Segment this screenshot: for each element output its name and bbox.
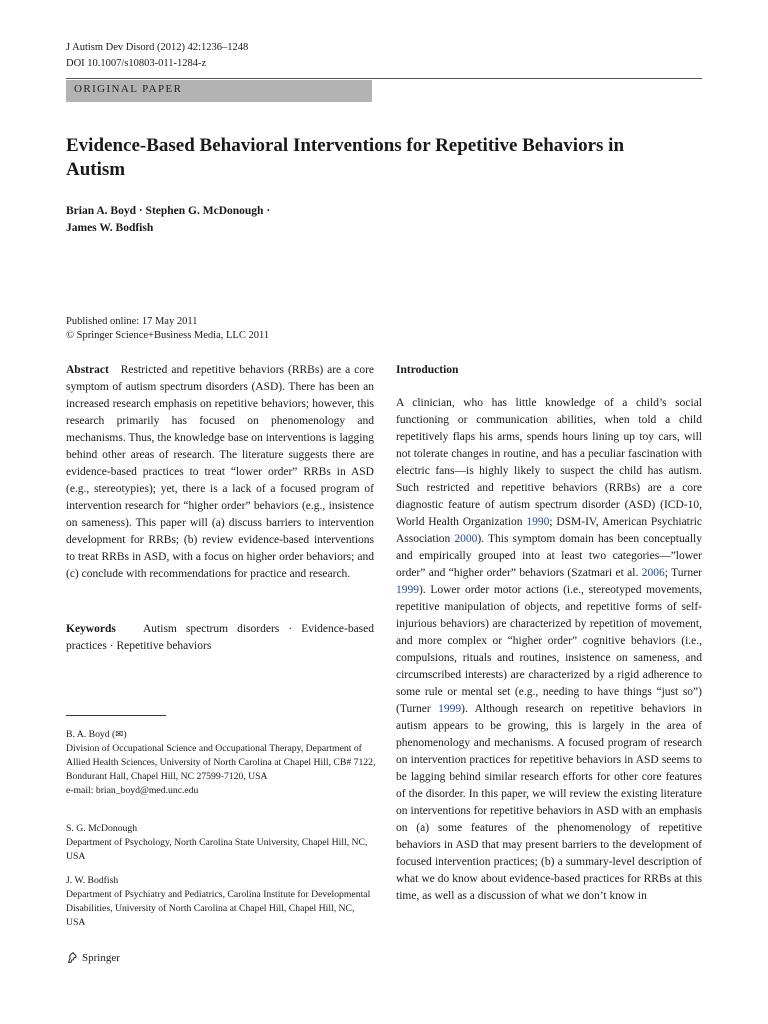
- publisher-footer: [66, 951, 120, 964]
- citation-link[interactable]: 2006: [641, 567, 665, 579]
- keywords: [66, 621, 374, 655]
- publication-info: [66, 315, 269, 343]
- journal-header: [66, 40, 248, 72]
- authors-line-1: Brian A. Boyd · Stephen G. McDonough ·: [66, 205, 271, 217]
- citation-link[interactable]: 1999: [396, 584, 419, 596]
- affiliation-bodfish: [66, 874, 376, 930]
- affiliation-address: Department of Psychology, North Carolina State University, Chapel Hill, NC, USA: [66, 837, 368, 862]
- header-rule: [66, 78, 702, 79]
- affiliation-name: B. A. Boyd (✉): [66, 729, 127, 740]
- article-type-label: ORIGINAL PAPER: [74, 83, 183, 95]
- affiliation-name: J. W. Bodfish: [66, 875, 119, 886]
- intro-text: A clinician, who has little knowledge of a child’s social functioning or communication abilities, when told a child repetitively flaps his arms, spends hours lining up toy cars, will not tolerate changes in routine, and has a peculiar fascination with electric fans—is highly likely to suspect the child has autism. Such restricted and repetitive behaviors (RRBs) are a core diagnostic feature of autism spectrum disorder (ASD) (ICD-10, World Health Organization: [396, 397, 702, 528]
- paper-title: Evidence-Based Behavioral Interventions for Repetitive Behaviors in Autism: [66, 135, 625, 180]
- abstract-text: Restricted and repetitive behaviors (RRBs) are a core symptom of autism spectrum disorders (ASD). There has been an increased research emphasis on repetitive behaviors; however, this research primarily has focused on phenomenology and mechanisms. Thus, the knowledge base on interventions is lagging behind other areas of research. The literature suggests there are evidence-based practices to treat “lower order” RRBs in ASD (e.g., stereotypies); yet, there is a lack of a focused program of intervention research for “higher order” behaviors (e.g., insistence on sameness). This paper will (a) discuss barriers to intervention development for RRBs; (b) review evidence-based interventions to treat RRBs in ASD, with a focus on higher order behaviors; and (c) conclude with recommendations for practice and research.: [66, 364, 375, 580]
- published-date: Published online: 17 May 2011: [66, 316, 198, 327]
- abstract: [66, 362, 374, 583]
- introduction-heading: Introduction: [396, 364, 459, 376]
- citation-link[interactable]: 2000: [454, 533, 478, 545]
- doi: DOI 10.1007/s10803-011-1284-z: [66, 58, 207, 69]
- springer-horse-icon: [66, 951, 79, 964]
- abstract-label: Abstract: [66, 364, 109, 376]
- copyright: © Springer Science+Business Media, LLC 2011: [66, 330, 270, 341]
- citation-link[interactable]: 1999: [438, 703, 462, 715]
- keywords-text: Autism spectrum disorders · Evidence-based practices · Repetitive behaviors: [66, 623, 375, 652]
- citation-link[interactable]: 1990: [526, 516, 550, 528]
- affiliation-name: S. G. McDonough: [66, 823, 138, 834]
- intro-text: ). Although research on repetitive behaviors in autism appears to be growing, this is largely in the area of phenomenology and mechanisms. A focused program of research on intervention practices for repetitive behaviors in ASD seems to be lagging behind similar research efforts for other core features of the disorder. In this paper, we will review the existing literature on interventions for repetitive behaviors in ASD with an emphasis on (a) some features of the phenomenology of repetitive behaviors in ASD that may present barriers to the development of focused intervention practices; (b) a summary-level description of what we do know about evidence-based practices for RRBs at this time, as well as a discussion of what we don’t know in: [396, 703, 702, 902]
- journal-citation: J Autism Dev Disord (2012) 42:1236–1248: [66, 42, 249, 53]
- publisher-name: Springer: [82, 951, 120, 964]
- intro-text: ). This symptom domain has been conceptually and empirically grouped into at least two categories—”lower order” and “higher order” behaviors (Szatmari et al.: [396, 533, 702, 579]
- affiliation-address: Department of Psychiatry and Pediatrics, Carolina Institute for Developmental Disabilities, University of North Carolina at Chapel Hill, Chapel Hill, NC, USA: [66, 889, 371, 928]
- affiliation-mcdonough: [66, 822, 376, 864]
- intro-text: ; DSM-IV, American Psychiatric Association: [396, 516, 702, 545]
- article-type-banner: [66, 80, 372, 102]
- affiliation-address: Division of Occupational Science and Occupational Therapy, Department of Allied Health Sciences, University of North Carolina at Chapel Hill, CB# 7122, Bondurant Hall, Chapel Hill, NC 27599-7120, USA: [66, 743, 376, 782]
- author-list: [66, 203, 466, 237]
- introduction-body: [396, 395, 702, 905]
- affiliation-rule: [66, 715, 166, 716]
- authors-line-2: James W. Bodfish: [66, 222, 154, 234]
- keywords-label: Keywords: [66, 623, 116, 635]
- intro-text: ). Lower order motor actions (i.e., stereotyped movements, repetitive manipulation of objects, and repetitive forms of self-injurious behaviors) are characterized by repetition of movement, and more complex or “higher order” cognitive behaviors (i.e., compulsions, rituals and routines, insistence on sameness, and circumscribed interests) are characterized by a rigid adherence to some rule or mental set (e.g., needing to have things “just so”) (Turner: [396, 584, 702, 715]
- affiliation-boyd: [66, 728, 376, 798]
- intro-text: ; Turner: [664, 567, 702, 579]
- affiliation-email[interactable]: e-mail: brian_boyd@med.unc.edu: [66, 785, 199, 796]
